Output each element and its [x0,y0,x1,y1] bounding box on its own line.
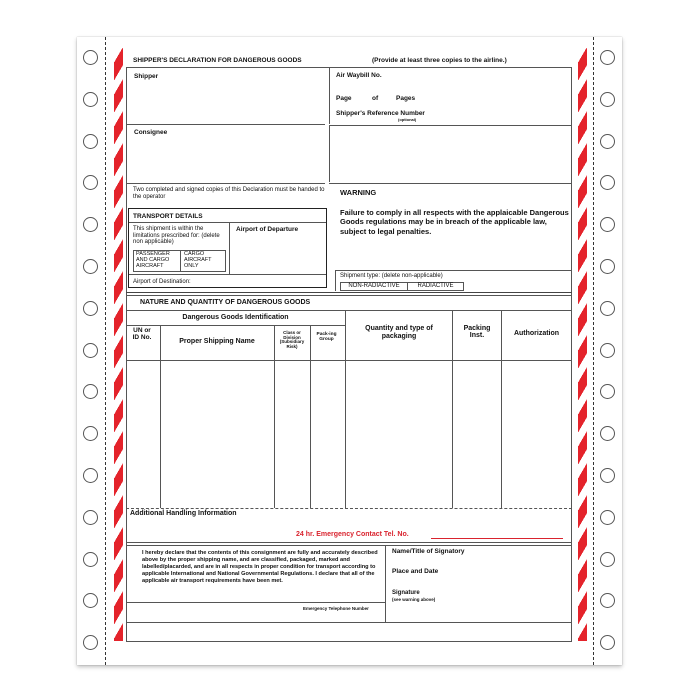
airport-destination-field[interactable] [200,277,322,287]
tractor-feed-hole-icon [600,510,615,525]
shipper-label: Shipper [134,73,159,80]
emergency-contact-label: 24 hr. Emergency Contact Tel. No. [296,531,409,538]
airport-destination-label: Airport of Destination: [133,279,191,285]
tractor-feed-hole-icon [600,468,615,483]
tractor-feed-hole-icon [83,343,98,358]
tractor-feed-hole-icon [83,50,98,65]
tractor-feed-hole-icon [83,134,98,149]
emergency-telephone-field[interactable] [130,604,300,620]
air-waybill-field[interactable] [390,70,565,82]
nature-quantity-heading: NATURE AND QUANTITY OF DANGEROUS GOODS [140,299,311,306]
tractor-feed-hole-icon [600,552,615,567]
left-hazard-stripe [114,48,123,641]
left-perforation-line [105,37,106,665]
tractor-feed-hole-icon [83,92,98,107]
place-date-field[interactable] [390,577,568,587]
shipper-field[interactable] [130,82,325,122]
column-header-quantity: Quantity and type of packaging [365,325,433,341]
tractor-feed-hole-icon [83,301,98,316]
limitations-text: This shipment is within the limitations prescribed for: (delete non applicable) [133,226,220,246]
shipper-reference-label: Shipper's Reference Number [336,110,425,117]
warning-text: Failure to comply in all respects with the applaicable Dangerous Goods regulations may be in breach of the applicable law, subject to legal penalties. [340,208,569,236]
form-title: SHIPPER'S DECLARATION FOR DANGEROUS GOODS [133,57,302,64]
right-hazard-stripe [578,48,587,641]
tractor-feed-hole-icon [83,552,98,567]
additional-handling-label: Additional Handling Information [130,510,237,517]
tractor-feed-hole-icon [600,134,615,149]
declaration-text: I hereby declare that the contents of this consignment are fully and accurately described above by the proper shipping name, and are classified, packaged, marked and labelled/placarded, and are in all respects in proper condition for transport according to applicable International and National Governmental Regulations. I declare that all of the applicable air transport requirements have been met. [142,550,378,584]
column-header-authorization: Authorization [513,330,560,337]
emergency-telephone-label: Emergency Telephone Number [303,606,369,611]
tractor-feed-hole-icon [600,92,615,107]
shipment-type-label: Shipment type: (delete non-applicable) [340,273,443,279]
tractor-feed-hole-icon [600,301,615,316]
signatory-name-field[interactable] [390,557,568,567]
tractor-feed-hole-icon [83,259,98,274]
copies-note: (Provide at least three copies to the airline.) [372,57,507,64]
right-perforation-line [593,37,594,665]
air-waybill-label: Air Waybill No. [336,72,382,79]
consignee-right-field[interactable] [332,128,568,180]
consignee-field[interactable] [130,138,325,180]
column-header-class-division: Class or Division (Subsidiary Risk) [279,330,305,350]
tractor-feed-hole-icon [600,343,615,358]
transport-details-heading: TRANSPORT DETAILS [133,213,203,220]
signature-label: Signature [392,590,420,596]
signature-note: (see warning above) [392,597,436,602]
tractor-feed-hole-icon [600,259,615,274]
dangerous-goods-table-body[interactable] [127,361,571,507]
column-header-un: UN or ID No. [132,327,152,341]
column-header-proper-shipping-name: Proper Shipping Name [179,338,255,345]
airport-departure-label: Airport of Departure [236,226,299,233]
option-cargo-aircraft-only[interactable]: CARGO AIRCRAFT ONLY [184,251,212,269]
column-header-packing-group: Pack-ing Group [316,332,337,343]
signatory-name-label: Name/Title of Signatory [392,548,465,555]
column-header-packing-inst: Packing Inst. [463,325,491,340]
option-passenger-cargo-aircraft[interactable]: PASSENGER AND CARGO AIRCRAFT [136,251,170,269]
signature-field[interactable] [390,604,568,620]
dg-identification-heading: Dangerous Goods Identification [182,314,289,321]
warning-heading: WARNING [340,188,377,197]
optional-note: (optional) [398,117,417,122]
tractor-feed-hole-icon [83,468,98,483]
form-footer-field[interactable] [130,624,570,640]
place-date-label: Place and Date [392,568,439,575]
tractor-feed-hole-icon [83,510,98,525]
of-label: of [372,95,379,102]
page-label: Page [336,95,352,102]
additional-handling-field[interactable] [130,520,570,528]
copies-instruction: Two completed and signed copies of this Declaration must be handed to the operator [133,187,325,201]
emergency-contact-field[interactable] [431,538,563,539]
tractor-feed-hole-icon [600,50,615,65]
pages-label: Pages [396,95,416,102]
airport-departure-field[interactable] [233,235,323,272]
consignee-label: Consignee [134,129,168,136]
